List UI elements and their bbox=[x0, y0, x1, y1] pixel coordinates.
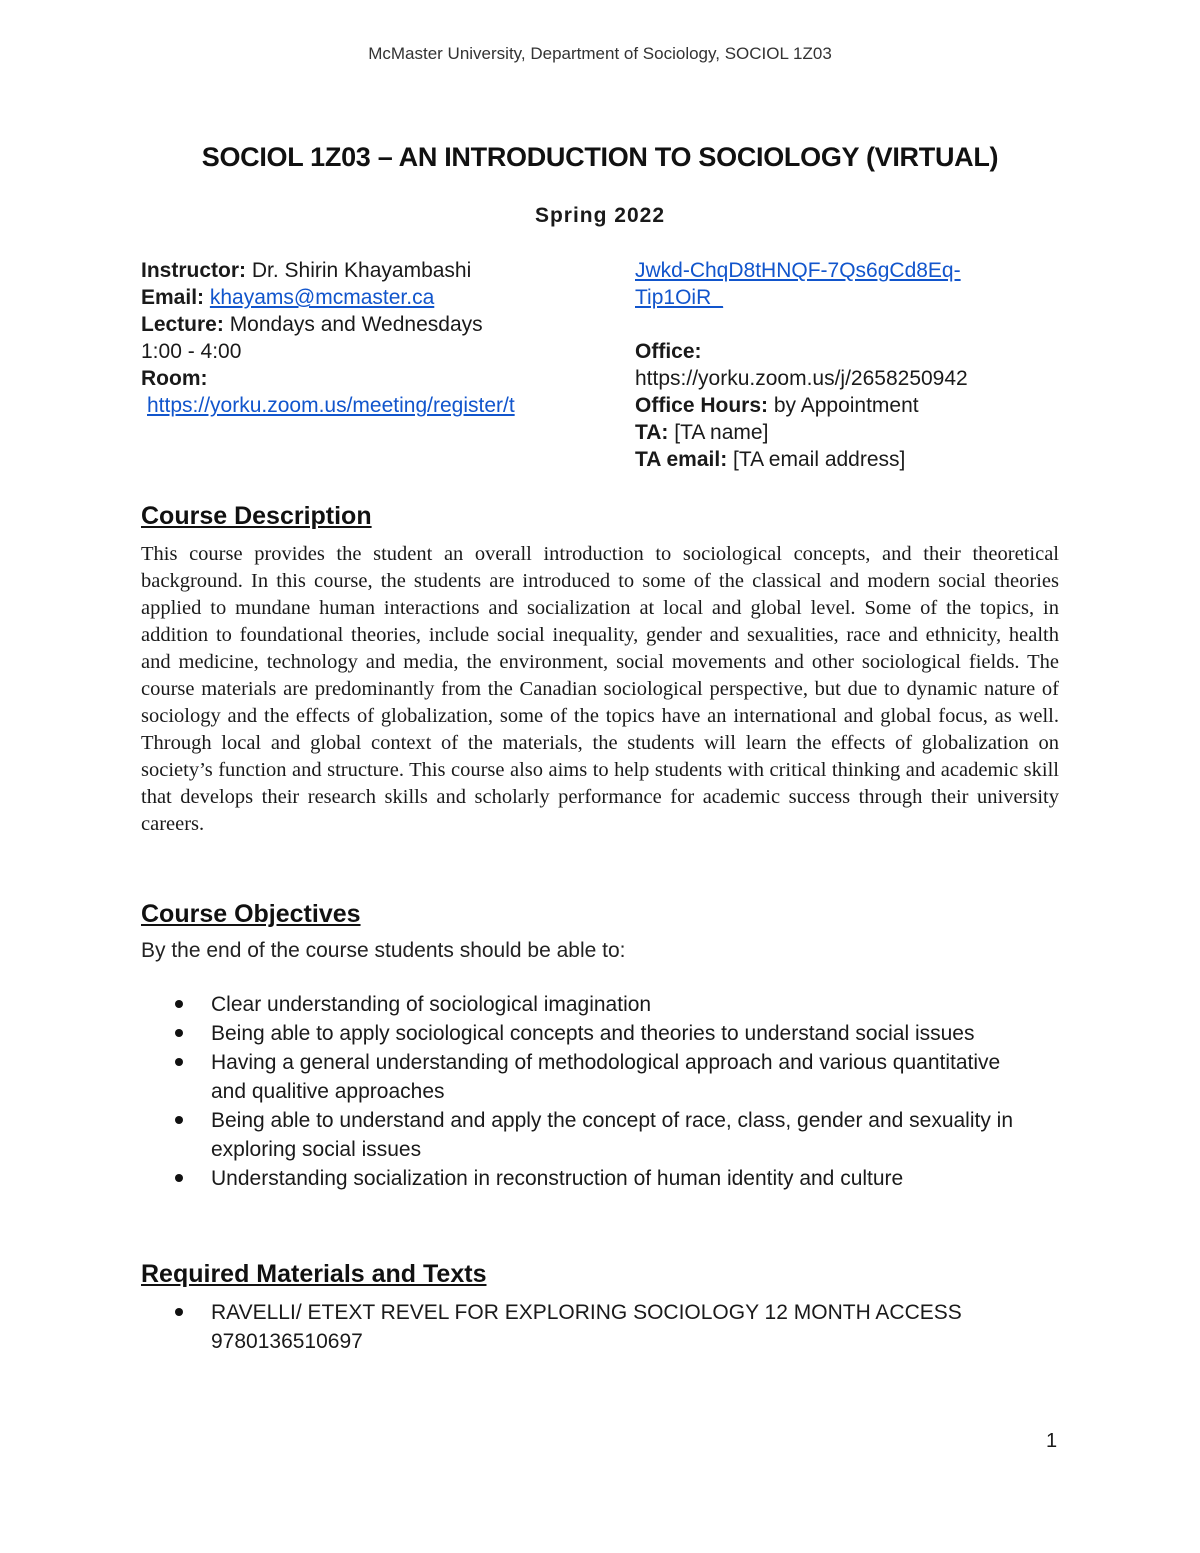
instructor-value: Dr. Shirin Khayambashi bbox=[246, 259, 472, 282]
list-item: Understanding socialization in reconstruction of human identity and culture bbox=[141, 1164, 1021, 1193]
ta-email-line bbox=[635, 446, 1075, 473]
room-link-continued-1[interactable]: Jwkd-ChqD8tHNQF-7Qs6gCd8Eq- bbox=[635, 259, 961, 282]
course-info-right bbox=[635, 257, 1075, 473]
email-link[interactable]: khayams@mcmaster.ca bbox=[209, 286, 435, 309]
term-label: Spring 2022 bbox=[534, 204, 666, 227]
list-item: Being able to understand and apply the concept of race, class, gender and sexuality in exploring social issues bbox=[141, 1106, 1021, 1164]
office-hours-line bbox=[635, 392, 1075, 419]
room-link-line bbox=[141, 392, 601, 419]
office-hours-value: by Appointment bbox=[768, 394, 919, 417]
lecture-line bbox=[141, 311, 601, 338]
office-value: https://yorku.zoom.us/j/2658250942 bbox=[635, 367, 968, 390]
instructor-label: Instructor: bbox=[141, 259, 246, 282]
course-title: SOCIOL 1Z03 – AN INTRODUCTION TO SOCIOLOGY (VIRTUAL) bbox=[201, 142, 999, 172]
office-label: Office: bbox=[635, 340, 702, 363]
list-item: Having a general understanding of methodological approach and various quantitative and qualitive approaches bbox=[141, 1048, 1021, 1106]
course-info-left bbox=[141, 257, 601, 419]
email-line bbox=[141, 284, 601, 311]
lecture-days: Mondays and Wednesdays bbox=[223, 313, 483, 336]
ta-value: [TA name] bbox=[668, 421, 769, 444]
ta-email-label: TA email: bbox=[635, 448, 728, 471]
list-item: Clear understanding of sociological imagination bbox=[141, 990, 1021, 1019]
objectives-list bbox=[141, 990, 1021, 1193]
ta-label: TA: bbox=[635, 421, 669, 444]
materials-list bbox=[141, 1298, 1081, 1356]
running-header: McMaster University, Department of Sociology, SOCIOL 1Z03 bbox=[368, 44, 832, 63]
ta-line bbox=[635, 419, 1075, 446]
email-label: Email: bbox=[141, 286, 205, 309]
objectives-intro: By the end of the course students should be able to: bbox=[141, 939, 626, 962]
room-link-continued-2[interactable]: Tip1OiR_ bbox=[635, 286, 723, 309]
ta-email-value: [TA email address] bbox=[727, 448, 906, 471]
room-label: Room: bbox=[141, 367, 208, 390]
instructor-line bbox=[141, 257, 601, 284]
list-item: RAVELLI/ ETEXT REVEL FOR EXPLORING SOCIOLOGY 12 MONTH ACCESS 9780136510697 bbox=[141, 1298, 1081, 1356]
required-materials-heading: Required Materials and Texts bbox=[141, 1260, 487, 1288]
page-number: 1 bbox=[1046, 1430, 1058, 1452]
course-objectives-heading: Course Objectives bbox=[141, 900, 361, 928]
course-description-body: This course provides the student an overall introduction to sociological concepts, and their theoretical background. In this course, the students are introduced to some of the classical and modern social theories applied to mundane human interactions and socialization at local and global level. Some of the topics, in addition to foundational theories, include social inequality, gender and sexualities, race and ethnicity, health and medicine, technology and media, the environment, social movements and other sociological fields. The course materials are predominantly from the Canadian sociological perspective, but due to dynamic nature of sociology and the effects of globalization, some of the topics have an international and global focus, as well. Through local and global context of the materials, the students will learn the effects of globalization on society’s function and structure. This course also aims to help students with critical thinking and academic skill that develops their research skills and scholarly performance for academic success through their university careers. bbox=[141, 543, 1059, 835]
office-hours-label: Office Hours: bbox=[635, 394, 769, 417]
lecture-time: 1:00 - 4:00 bbox=[141, 340, 242, 363]
lecture-label: Lecture: bbox=[141, 313, 224, 336]
list-item: Being able to apply sociological concepts and theories to understand social issues bbox=[141, 1019, 1021, 1048]
course-description-heading: Course Description bbox=[141, 502, 372, 530]
room-link[interactable]: https://yorku.zoom.us/meeting/register/t bbox=[147, 394, 515, 417]
